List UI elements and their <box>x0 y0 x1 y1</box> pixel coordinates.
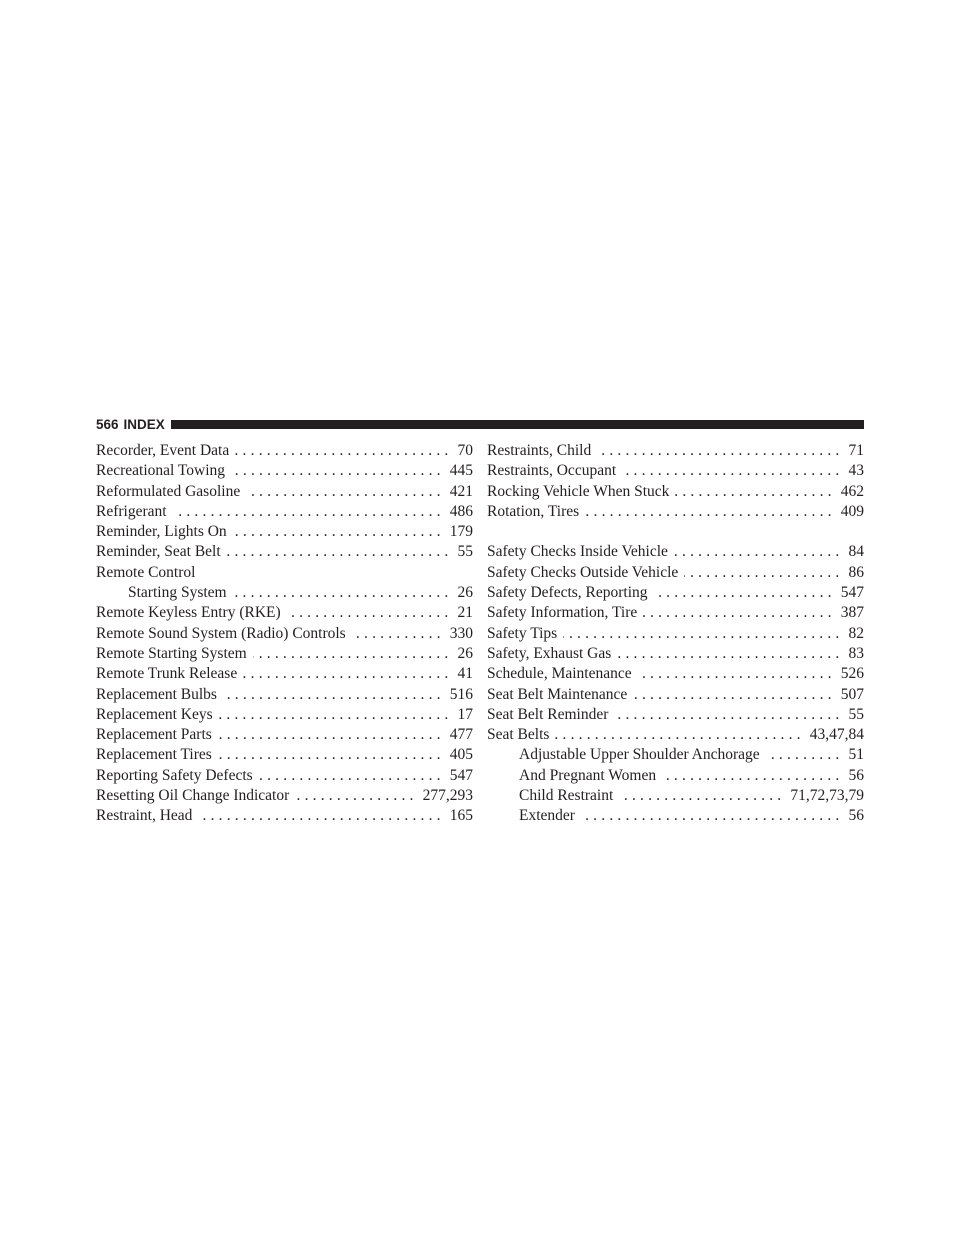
index-term: Rocking Vehicle When Stuck <box>487 482 670 500</box>
page-reference: 70 <box>457 442 473 459</box>
dot-leader <box>633 685 835 705</box>
index-entry <box>96 542 473 562</box>
index-subentry <box>487 766 864 786</box>
page-reference: 86 <box>848 563 864 581</box>
index-entry <box>96 725 473 745</box>
page-reference: 526 <box>840 665 864 683</box>
index-term: Safety, Exhaust Gas <box>487 644 612 662</box>
index-entry <box>96 806 473 826</box>
index-term: Refrigerant <box>96 502 167 520</box>
page-header <box>96 414 864 434</box>
index-term: Safety Checks Inside Vehicle <box>487 543 668 561</box>
dot-leader <box>243 664 452 684</box>
page-reference: 55 <box>457 543 473 561</box>
page-reference: 41 <box>457 665 473 683</box>
dot-leader <box>253 644 453 664</box>
dot-leader <box>675 482 835 502</box>
dot-leader <box>654 583 836 603</box>
page-reference: 51 <box>848 746 864 764</box>
page-reference: 516 <box>449 685 473 703</box>
page-reference: 421 <box>449 482 473 500</box>
index-entry <box>96 563 473 583</box>
page-reference: 445 <box>449 462 473 480</box>
index-entry <box>487 502 864 522</box>
index-term: Child Restraint <box>519 787 614 805</box>
index-column-left <box>96 441 473 827</box>
dot-leader <box>219 705 453 725</box>
index-entry <box>96 603 473 623</box>
dot-leader <box>233 583 453 603</box>
index-entry <box>96 745 473 765</box>
index-term: Replacement Bulbs <box>96 685 217 703</box>
page-reference: 71 <box>848 442 864 459</box>
index-subentry <box>487 786 864 806</box>
page-reference: 21 <box>457 604 473 622</box>
page-reference: 165 <box>449 807 473 825</box>
page-reference: 477 <box>449 726 473 744</box>
index-entry <box>96 482 473 502</box>
page-reference: 71,72,73,79 <box>790 787 864 805</box>
index-entry <box>96 502 473 522</box>
page-reference: 55 <box>848 705 864 723</box>
page-reference: 547 <box>449 766 473 784</box>
index-entry <box>487 563 864 583</box>
index-entry <box>96 461 473 481</box>
dot-leader <box>585 502 836 522</box>
page-reference: 43 <box>848 462 864 480</box>
page-reference: 277,293 <box>422 787 473 805</box>
index-entry <box>487 725 864 745</box>
index-entry <box>487 664 864 684</box>
dot-leader <box>581 806 844 826</box>
index-term: Schedule, Maintenance <box>487 665 632 683</box>
index-term: Replacement Tires <box>96 746 212 764</box>
index-term: And Pregnant Women <box>519 766 657 784</box>
index-subentry <box>487 745 864 765</box>
index-term: Restraints, Occupant <box>487 462 617 480</box>
page-reference: 507 <box>840 685 864 703</box>
page-reference: 26 <box>457 644 473 662</box>
index-term: Seat Belt Reminder <box>487 705 609 723</box>
index-term: Remote Sound System (Radio) Controls <box>96 624 346 642</box>
index-term: Replacement Keys <box>96 705 213 723</box>
page-reference: 26 <box>457 584 473 602</box>
dot-leader <box>295 786 417 806</box>
index-term: Reminder, Lights On <box>96 523 227 541</box>
page-reference: 330 <box>449 624 473 642</box>
index-term: Safety Tips <box>487 624 558 642</box>
index-term: Seat Belts <box>487 726 550 744</box>
index-term: Resetting Oil Change Indicator <box>96 787 290 805</box>
section-title: INDEX <box>123 416 165 432</box>
page-reference: 56 <box>848 766 864 784</box>
dot-leader <box>766 745 844 765</box>
index-term: Recreational Towing <box>96 462 226 480</box>
page-reference: 82 <box>848 624 864 642</box>
index-entry <box>487 624 864 644</box>
index-subentry <box>487 806 864 826</box>
index-entry <box>487 542 864 562</box>
index-term: Starting System <box>128 584 227 602</box>
index-entry <box>487 603 864 623</box>
dot-leader <box>233 522 445 542</box>
dot-leader <box>223 685 445 705</box>
page-reference: 43,47,84 <box>809 726 864 744</box>
index-term: Safety Defects, Reporting <box>487 584 648 602</box>
dot-leader <box>259 766 445 786</box>
dot-leader <box>218 725 445 745</box>
index-term: Seat Belt Maintenance <box>487 685 628 703</box>
index-term: Restraint, Head <box>96 807 193 825</box>
dot-leader <box>352 624 445 644</box>
dot-leader <box>227 542 453 562</box>
index-term: Adjustable Upper Shoulder Anchorage <box>519 746 760 764</box>
index-term: Restraints, Child <box>487 442 592 459</box>
index-entry <box>96 705 473 725</box>
dot-leader <box>231 461 445 481</box>
index-term: Remote Keyless Entry (RKE) <box>96 604 281 622</box>
page-reference: 486 <box>449 502 473 520</box>
dot-leader <box>643 603 836 623</box>
header-rule <box>171 420 864 429</box>
index-term: Safety Checks Outside Vehicle <box>487 563 679 581</box>
page-reference: 462 <box>840 482 864 500</box>
index-term: Recorder, Event Data <box>96 442 230 459</box>
page-reference: 409 <box>840 502 864 520</box>
index-entry <box>487 441 864 461</box>
index-entry <box>487 685 864 705</box>
dot-leader <box>614 705 843 725</box>
dot-leader <box>622 461 843 481</box>
page-reference: 17 <box>457 705 473 723</box>
index-column-right <box>487 441 864 827</box>
index-term: Reminder, Seat Belt <box>96 543 221 561</box>
dot-leader <box>198 806 444 826</box>
index-entry <box>487 705 864 725</box>
dot-leader <box>638 664 836 684</box>
dot-leader <box>662 766 843 786</box>
index-entry <box>487 461 864 481</box>
page-reference: 547 <box>840 584 864 602</box>
dot-leader <box>287 603 453 623</box>
index-term: Replacement Parts <box>96 726 212 744</box>
page-number: 566 <box>96 416 119 432</box>
index-entry <box>96 644 473 664</box>
dot-leader <box>674 542 844 562</box>
index-entry <box>96 766 473 786</box>
index-spacer <box>487 522 864 542</box>
dot-leader <box>597 441 843 461</box>
index-term: Remote Trunk Release <box>96 665 238 683</box>
dot-leader <box>684 563 843 583</box>
index-entry <box>96 624 473 644</box>
index-entry <box>96 664 473 684</box>
index-entry <box>96 522 473 542</box>
page-reference: 83 <box>848 644 864 662</box>
index-term: Remote Control <box>96 563 196 581</box>
dot-leader <box>555 725 804 745</box>
dot-leader <box>619 786 785 806</box>
dot-leader <box>218 745 445 765</box>
index-term: Safety Information, Tire <box>487 604 638 622</box>
page-reference: 56 <box>848 807 864 825</box>
index-term: Reporting Safety Defects <box>96 766 253 784</box>
dot-leader <box>246 482 445 502</box>
index-entry <box>487 644 864 664</box>
page-reference: 179 <box>449 523 473 541</box>
index-entry <box>96 685 473 705</box>
page-reference: 387 <box>840 604 864 622</box>
index-term: Extender <box>519 807 575 825</box>
index-entry <box>96 786 473 806</box>
dot-leader <box>235 441 452 461</box>
page-reference: 405 <box>449 746 473 764</box>
dot-leader <box>617 644 843 664</box>
dot-leader <box>173 502 445 522</box>
index-term: Remote Starting System <box>96 644 247 662</box>
index-entry <box>487 583 864 603</box>
index-entry <box>96 441 473 461</box>
index-subentry <box>96 583 473 603</box>
index-term: Reformulated Gasoline <box>96 482 241 500</box>
index-entry <box>487 482 864 502</box>
page-reference: 84 <box>848 543 864 561</box>
dot-leader <box>563 624 843 644</box>
index-term: Rotation, Tires <box>487 502 580 520</box>
